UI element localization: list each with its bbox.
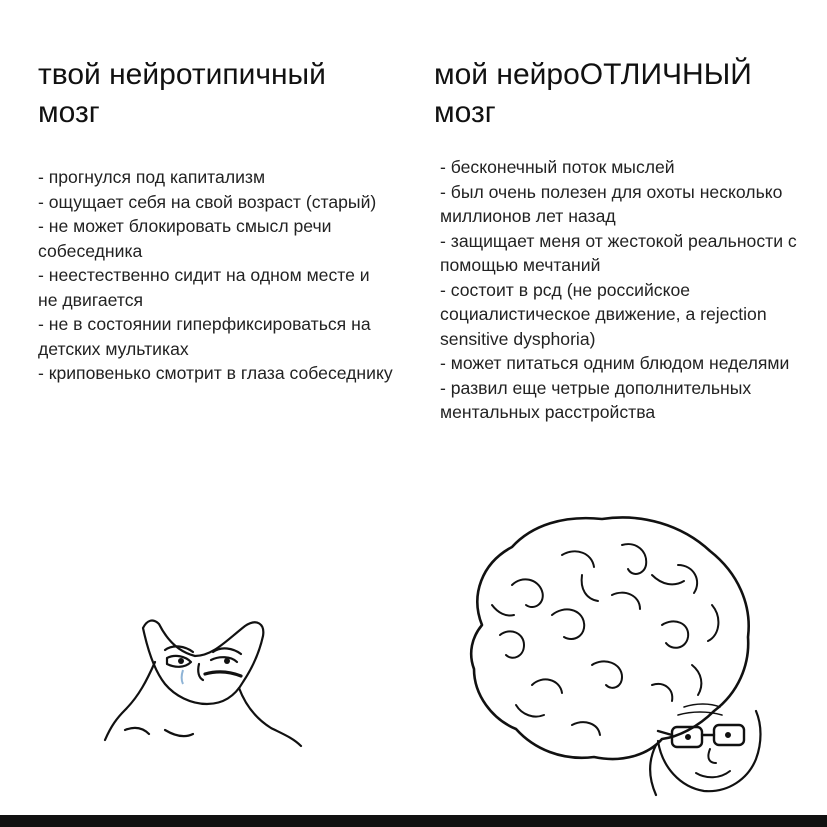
list-item: - защищает меня от жестокой реальности с помощью мечтаний [440, 230, 797, 275]
left-title-line1: твой нейротипичный [38, 58, 326, 91]
right-trait-list [440, 155, 810, 425]
list-item: - неестественно сидит на одном месте и не двигается [38, 265, 370, 310]
list-item: - был очень полезен для охоты несколько миллионов лет назад [440, 181, 783, 226]
list-item: - может питаться одним блюдом неделями [440, 353, 790, 373]
left-title [38, 56, 326, 132]
list-item: - криповенько смотрит в глаза собеседнику [38, 363, 393, 383]
bottom-border [0, 815, 827, 827]
list-item: - состоит в рсд (не российское социалистическое движение, а rejection sensitive dysphoria) [440, 279, 767, 349]
left-trait-list [38, 165, 393, 386]
left-title-line2: мозг [38, 96, 100, 129]
list-item: - ощущает себя на свой возраст (старый) [38, 191, 377, 212]
list-item: - прогнулся под капитализм [38, 167, 266, 187]
big-brain-wojak-illustration [452, 505, 782, 805]
right-title [434, 56, 752, 132]
right-title-line2: мозг [434, 96, 496, 129]
right-title-line1: мой нейроОТЛИЧНЫЙ [434, 58, 752, 91]
list-item: - не в состоянии гиперфиксироваться на детских мультиках [38, 314, 371, 359]
list-item: - развил еще четрые дополнительных ментальных расстройства [440, 377, 752, 422]
list-item: - не может блокировать смысл речи собеседника [38, 216, 332, 261]
small-brain-wojak-illustration [95, 600, 305, 750]
list-item: - бесконечный поток мыслей [440, 157, 675, 177]
